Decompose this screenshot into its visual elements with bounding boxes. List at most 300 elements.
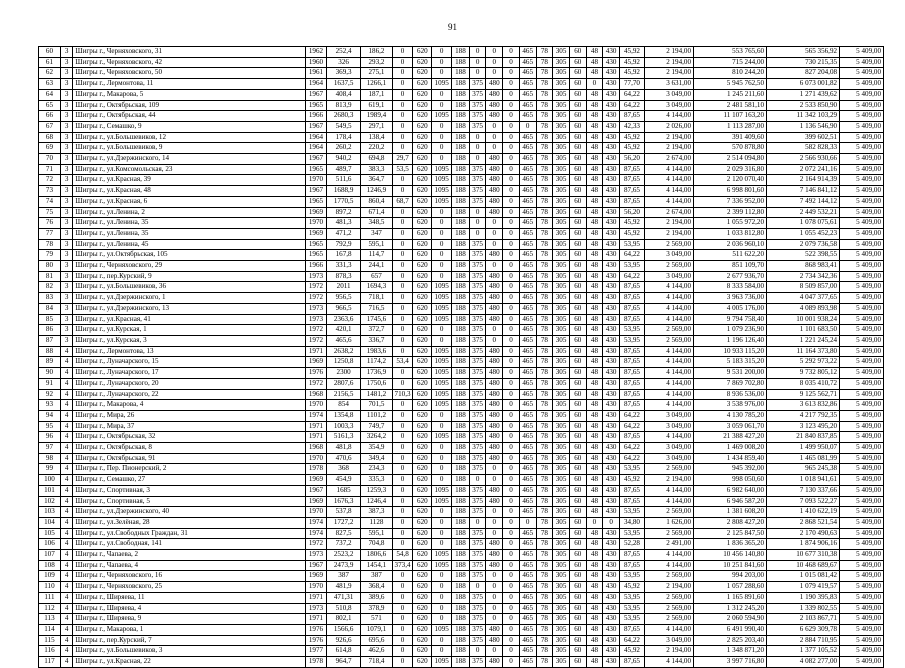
cell-unit-cost: 4 144,00 <box>645 303 694 314</box>
cell-total-area: 2300 <box>326 368 360 379</box>
cell-total-area: 481,8 <box>326 443 360 454</box>
cell-category: 3 <box>60 218 73 229</box>
cell-category: 3 <box>60 121 73 132</box>
cell-rate-l: 430 <box>603 132 620 143</box>
cell-row-number: 111 <box>39 592 61 603</box>
cell-rate-e: 0 <box>486 335 503 346</box>
cell-living-area: 354,9 <box>361 443 392 454</box>
cell-total-area: 481,9 <box>326 582 360 593</box>
cell-rate-j: 60 <box>569 389 586 400</box>
cell-rate-f: 0 <box>503 132 520 143</box>
cell-indexed-cost: 7 130 337,66 <box>767 485 840 496</box>
cell-rate-j: 60 <box>569 614 586 625</box>
cell-rate-a: 620 <box>413 560 432 571</box>
cell-indexed-cost: 8 035 410,72 <box>767 378 840 389</box>
cell-row-number: 69 <box>39 143 61 154</box>
cell-rate-d: 375 <box>469 368 486 379</box>
cell-rate-i: 305 <box>553 100 570 111</box>
cell-base-rate: 5 409,00 <box>840 603 884 614</box>
cell-nonresidential-area: 0 <box>392 207 413 218</box>
cell-total-cost: 11 107 163,20 <box>694 111 767 122</box>
cell-rate-e: 480 <box>486 282 503 293</box>
cell-rate-f: 0 <box>503 657 520 668</box>
cell-year: 1974 <box>306 528 327 539</box>
table-row <box>39 79 884 90</box>
cell-rate-e: 480 <box>486 560 503 571</box>
cell-rate-c: 188 <box>452 207 470 218</box>
cell-total-cost: 6 946 587,20 <box>694 496 767 507</box>
cell-rate-l: 430 <box>603 432 620 443</box>
cell-living-area: 1736,9 <box>361 368 392 379</box>
cell-rate-b: 0 <box>432 261 452 272</box>
cell-rate-f: 0 <box>503 624 520 635</box>
cell-rate-e: 0 <box>486 571 503 582</box>
cell-unit-cost: 2 569,00 <box>645 239 694 250</box>
cell-nonresidential-area: 0 <box>392 325 413 336</box>
cell-indexed-cost: 582 828,33 <box>767 143 840 154</box>
cell-indexed-cost: 10 468 689,67 <box>767 560 840 571</box>
cell-rate-d: 375 <box>469 432 486 443</box>
cell-category: 3 <box>60 250 73 261</box>
cell-total-area: 2156,5 <box>326 389 360 400</box>
cell-row-number: 93 <box>39 400 61 411</box>
cell-tariff: 87,65 <box>619 282 644 293</box>
cell-rate-l: 430 <box>603 175 620 186</box>
cell-indexed-cost: 11 342 103,29 <box>767 111 840 122</box>
cell-rate-g: 465 <box>519 111 536 122</box>
cell-unit-cost: 2 569,00 <box>645 592 694 603</box>
cell-unit-cost: 3 049,00 <box>645 250 694 261</box>
cell-rate-k: 48 <box>586 89 603 100</box>
cell-rate-e: 480 <box>486 453 503 464</box>
cell-rate-h: 78 <box>536 475 553 486</box>
cell-rate-k: 48 <box>586 421 603 432</box>
cell-nonresidential-area: 710,3 <box>392 389 413 400</box>
cell-indexed-cost: 399 602,51 <box>767 132 840 143</box>
cell-total-area: 537,8 <box>326 507 360 518</box>
cell-tariff: 64,22 <box>619 635 644 646</box>
cell-row-number: 70 <box>39 154 61 165</box>
cell-rate-d: 0 <box>469 207 486 218</box>
cell-address: Шигры г., Спортивная, 5 <box>73 496 306 507</box>
cell-rate-i: 305 <box>553 175 570 186</box>
cell-rate-l: 430 <box>603 582 620 593</box>
table-row <box>39 421 884 432</box>
cell-category: 3 <box>60 196 73 207</box>
cell-year: 1970 <box>306 582 327 593</box>
cell-unit-cost: 4 144,00 <box>645 400 694 411</box>
cell-rate-d: 375 <box>469 239 486 250</box>
cell-rate-l: 430 <box>603 121 620 132</box>
cell-row-number: 62 <box>39 68 61 79</box>
cell-rate-j: 60 <box>569 89 586 100</box>
cell-tariff: 87,65 <box>619 624 644 635</box>
cell-rate-i: 305 <box>553 271 570 282</box>
cell-rate-i: 305 <box>553 47 570 58</box>
cell-rate-i: 305 <box>553 303 570 314</box>
cell-rate-l: 430 <box>603 368 620 379</box>
table-row <box>39 443 884 454</box>
table-row <box>39 410 884 421</box>
cell-indexed-cost: 10 001 938,24 <box>767 314 840 325</box>
cell-rate-a: 620 <box>413 164 432 175</box>
cell-nonresidential-area: 0 <box>392 186 413 197</box>
cell-unit-cost: 2 194,00 <box>645 68 694 79</box>
cell-nonresidential-area: 0 <box>392 603 413 614</box>
cell-unit-cost: 3 049,00 <box>645 89 694 100</box>
cell-rate-g: 465 <box>519 175 536 186</box>
table-body <box>39 47 884 668</box>
cell-rate-d: 0 <box>469 47 486 58</box>
cell-total-area: 926,6 <box>326 635 360 646</box>
table-row <box>39 143 884 154</box>
cell-nonresidential-area: 0 <box>392 346 413 357</box>
cell-row-number: 114 <box>39 624 61 635</box>
cell-nonresidential-area: 0 <box>392 228 413 239</box>
cell-base-rate: 5 409,00 <box>840 303 884 314</box>
cell-rate-k: 48 <box>586 314 603 325</box>
cell-living-area: 347 <box>361 228 392 239</box>
cell-row-number: 98 <box>39 453 61 464</box>
cell-rate-j: 60 <box>569 517 586 528</box>
cell-rate-g: 465 <box>519 571 536 582</box>
cell-row-number: 101 <box>39 485 61 496</box>
table-row <box>39 325 884 336</box>
cell-living-area: 1128 <box>361 517 392 528</box>
cell-total-cost: 5 945 762,50 <box>694 79 767 90</box>
cell-rate-d: 375 <box>469 325 486 336</box>
cell-address: Шигры г., Октябрьская, 32 <box>73 432 306 443</box>
cell-nonresidential-area: 0 <box>392 57 413 68</box>
cell-unit-cost: 4 144,00 <box>645 657 694 668</box>
cell-rate-e: 480 <box>486 400 503 411</box>
cell-base-rate: 5 409,00 <box>840 293 884 304</box>
cell-rate-b: 1095 <box>432 357 452 368</box>
cell-rate-d: 375 <box>469 89 486 100</box>
cell-living-area: 1750,6 <box>361 378 392 389</box>
cell-base-rate: 5 409,00 <box>840 421 884 432</box>
table-row <box>39 164 884 175</box>
table-row <box>39 346 884 357</box>
cell-rate-c: 188 <box>452 196 470 207</box>
cell-total-cost: 810 244,20 <box>694 68 767 79</box>
cell-unit-cost: 4 144,00 <box>645 485 694 496</box>
cell-nonresidential-area: 0 <box>392 657 413 668</box>
cell-base-rate: 5 409,00 <box>840 389 884 400</box>
table-row <box>39 335 884 346</box>
cell-rate-a: 620 <box>413 154 432 165</box>
cell-rate-d: 375 <box>469 635 486 646</box>
cell-rate-g: 465 <box>519 335 536 346</box>
cell-rate-g: 465 <box>519 603 536 614</box>
cell-address: Шигры г., Черняховского, 50 <box>73 68 306 79</box>
cell-total-area: 481,3 <box>326 218 360 229</box>
cell-rate-f: 0 <box>503 582 520 593</box>
cell-address: Шигры г., ул.Красная, 39 <box>73 175 306 186</box>
cell-indexed-cost: 2 884 710,95 <box>767 635 840 646</box>
cell-rate-g: 0 <box>519 121 536 132</box>
cell-rate-l: 430 <box>603 657 620 668</box>
cell-rate-k: 48 <box>586 496 603 507</box>
cell-rate-e: 480 <box>486 657 503 668</box>
cell-rate-j: 60 <box>569 282 586 293</box>
cell-rate-h: 78 <box>536 111 553 122</box>
cell-year: 1970 <box>306 400 327 411</box>
cell-total-area: 737,2 <box>326 539 360 550</box>
cell-base-rate: 5 409,00 <box>840 560 884 571</box>
cell-rate-g: 465 <box>519 239 536 250</box>
cell-rate-b: 0 <box>432 410 452 421</box>
cell-rate-g: 465 <box>519 410 536 421</box>
cell-total-area: 1676,3 <box>326 496 360 507</box>
cell-rate-k: 48 <box>586 228 603 239</box>
cell-rate-e: 0 <box>486 47 503 58</box>
cell-rate-l: 430 <box>603 68 620 79</box>
cell-rate-c: 188 <box>452 646 470 657</box>
cell-rate-d: 375 <box>469 560 486 571</box>
cell-indexed-cost: 965 245,38 <box>767 464 840 475</box>
cell-unit-cost: 2 194,00 <box>645 57 694 68</box>
cell-rate-i: 305 <box>553 218 570 229</box>
cell-nonresidential-area: 0 <box>392 293 413 304</box>
cell-rate-g: 465 <box>519 378 536 389</box>
cell-rate-e: 480 <box>486 539 503 550</box>
cell-tariff: 64,22 <box>619 410 644 421</box>
cell-rate-i: 305 <box>553 121 570 132</box>
cell-base-rate: 5 409,00 <box>840 100 884 111</box>
cell-rate-g: 465 <box>519 143 536 154</box>
cell-rate-l: 430 <box>603 410 620 421</box>
cell-row-number: 76 <box>39 218 61 229</box>
cell-indexed-cost: 4 217 792,35 <box>767 410 840 421</box>
cell-rate-d: 375 <box>469 100 486 111</box>
cell-nonresidential-area: 53,5 <box>392 164 413 175</box>
cell-rate-i: 305 <box>553 250 570 261</box>
cell-tariff: 56,20 <box>619 154 644 165</box>
cell-rate-d: 375 <box>469 335 486 346</box>
cell-total-area: 1566,6 <box>326 624 360 635</box>
cell-tariff: 87,65 <box>619 368 644 379</box>
cell-nonresidential-area: 0 <box>392 261 413 272</box>
cell-rate-k: 48 <box>586 346 603 357</box>
cell-rate-f: 0 <box>503 507 520 518</box>
cell-rate-c: 188 <box>452 143 470 154</box>
cell-rate-j: 60 <box>569 560 586 571</box>
cell-rate-l: 430 <box>603 89 620 100</box>
cell-category: 4 <box>60 528 73 539</box>
cell-rate-b: 0 <box>432 68 452 79</box>
cell-address: Шигры г., Ширяева, 11 <box>73 592 306 603</box>
cell-rate-j: 60 <box>569 443 586 454</box>
cell-rate-c: 188 <box>452 239 470 250</box>
cell-rate-i: 305 <box>553 410 570 421</box>
cell-living-area: 860,4 <box>361 196 392 207</box>
cell-total-area: 1637,5 <box>326 79 360 90</box>
cell-total-cost: 21 388 427,20 <box>694 432 767 443</box>
cell-rate-f: 0 <box>503 432 520 443</box>
cell-row-number: 82 <box>39 282 61 293</box>
page-number: 91 <box>448 22 457 32</box>
cell-rate-f: 0 <box>503 207 520 218</box>
cell-rate-b: 1095 <box>432 389 452 400</box>
cell-row-number: 77 <box>39 228 61 239</box>
cell-rate-c: 188 <box>452 443 470 454</box>
table-row <box>39 111 884 122</box>
cell-rate-b: 0 <box>432 207 452 218</box>
cell-nonresidential-area: 53,4 <box>392 357 413 368</box>
cell-unit-cost: 2 194,00 <box>645 143 694 154</box>
cell-rate-d: 375 <box>469 250 486 261</box>
cell-total-cost: 3 538 976,00 <box>694 400 767 411</box>
cell-total-cost: 10 456 140,80 <box>694 550 767 561</box>
cell-rate-h: 78 <box>536 603 553 614</box>
cell-address: Шигры г., ул.Большевиков, 36 <box>73 282 306 293</box>
cell-rate-j: 60 <box>569 239 586 250</box>
cell-living-area: 3264,2 <box>361 432 392 443</box>
cell-address: Шигры г., Октябрьская, 91 <box>73 453 306 464</box>
cell-unit-cost: 4 144,00 <box>645 175 694 186</box>
cell-unit-cost: 3 049,00 <box>645 421 694 432</box>
cell-rate-i: 305 <box>553 186 570 197</box>
cell-rate-k: 48 <box>586 443 603 454</box>
cell-rate-j: 60 <box>569 325 586 336</box>
cell-total-cost: 2 125 847,50 <box>694 528 767 539</box>
cell-tariff: 45,92 <box>619 228 644 239</box>
cell-category: 4 <box>60 507 73 518</box>
cell-rate-c: 188 <box>452 325 470 336</box>
cell-row-number: 99 <box>39 464 61 475</box>
cell-year: 1969 <box>306 475 327 486</box>
cell-base-rate: 5 409,00 <box>840 175 884 186</box>
cell-total-area: 897,2 <box>326 207 360 218</box>
cell-rate-c: 188 <box>452 314 470 325</box>
cell-address: Шигры г., Луначарского, 22 <box>73 389 306 400</box>
cell-address: Шигры г., Чапаева, 4 <box>73 560 306 571</box>
cell-total-cost: 9 531 200,00 <box>694 368 767 379</box>
cell-rate-d: 375 <box>469 539 486 550</box>
cell-base-rate: 5 409,00 <box>840 325 884 336</box>
cell-rate-e: 480 <box>486 635 503 646</box>
cell-nonresidential-area: 0 <box>392 624 413 635</box>
cell-unit-cost: 4 144,00 <box>645 378 694 389</box>
table-row <box>39 261 884 272</box>
cell-rate-a: 620 <box>413 121 432 132</box>
cell-total-cost: 3 997 716,80 <box>694 657 767 668</box>
cell-rate-a: 620 <box>413 293 432 304</box>
cell-living-area: 1694,3 <box>361 282 392 293</box>
cell-row-number: 83 <box>39 293 61 304</box>
cell-rate-k: 48 <box>586 432 603 443</box>
cell-total-cost: 7 336 952,00 <box>694 196 767 207</box>
cell-tariff: 45,92 <box>619 132 644 143</box>
cell-category: 4 <box>60 443 73 454</box>
cell-address: Шигры г., пер.Курский, 7 <box>73 635 306 646</box>
cell-unit-cost: 2 194,00 <box>645 582 694 593</box>
cell-tariff: 53,95 <box>619 592 644 603</box>
cell-year: 1970 <box>306 175 327 186</box>
cell-rate-l: 430 <box>603 303 620 314</box>
cell-rate-e: 0 <box>486 528 503 539</box>
cell-living-area: 595,1 <box>361 528 392 539</box>
cell-category: 3 <box>60 111 73 122</box>
cell-rate-a: 620 <box>413 250 432 261</box>
cell-rate-a: 620 <box>413 282 432 293</box>
cell-base-rate: 5 409,00 <box>840 154 884 165</box>
cell-rate-h: 78 <box>536 443 553 454</box>
cell-rate-c: 188 <box>452 464 470 475</box>
cell-address: Шигры г., Спортивная, 3 <box>73 485 306 496</box>
cell-nonresidential-area: 0 <box>392 218 413 229</box>
cell-indexed-cost: 4 089 893,98 <box>767 303 840 314</box>
cell-rate-f: 0 <box>503 239 520 250</box>
cell-rate-e: 0 <box>486 261 503 272</box>
cell-total-cost: 570 878,80 <box>694 143 767 154</box>
cell-address: Шигры г., ул.Дзержинского, 40 <box>73 507 306 518</box>
cell-rate-l: 430 <box>603 475 620 486</box>
cell-address: Шигры г., ул.Ленина, 2 <box>73 207 306 218</box>
cell-rate-d: 375 <box>469 410 486 421</box>
cell-year: 1976 <box>306 635 327 646</box>
cell-total-cost: 6 998 801,60 <box>694 186 767 197</box>
cell-rate-l: 430 <box>603 186 620 197</box>
cell-rate-h: 78 <box>536 293 553 304</box>
cell-rate-j: 60 <box>569 400 586 411</box>
table-row <box>39 400 884 411</box>
cell-row-number: 80 <box>39 261 61 272</box>
cell-total-area: 368 <box>326 464 360 475</box>
cell-rate-k: 48 <box>586 464 603 475</box>
cell-address: Шигры г., ул.Большевиков, 12 <box>73 132 306 143</box>
cell-nonresidential-area: 0 <box>392 100 413 111</box>
cell-rate-a: 620 <box>413 635 432 646</box>
cell-address: Шигры г., Чапаева, 2 <box>73 550 306 561</box>
cell-rate-i: 305 <box>553 68 570 79</box>
cell-rate-g: 465 <box>519 582 536 593</box>
cell-tariff: 45,92 <box>619 218 644 229</box>
cell-base-rate: 5 409,00 <box>840 453 884 464</box>
cell-indexed-cost: 1 465 081,99 <box>767 453 840 464</box>
cell-rate-f: 0 <box>503 57 520 68</box>
cell-rate-g: 465 <box>519 475 536 486</box>
cell-total-area: 614,8 <box>326 646 360 657</box>
cell-unit-cost: 2 569,00 <box>645 571 694 582</box>
cell-total-area: 260,2 <box>326 143 360 154</box>
cell-rate-i: 305 <box>553 57 570 68</box>
cell-tariff: 87,65 <box>619 186 644 197</box>
cell-rate-d: 375 <box>469 400 486 411</box>
cell-category: 3 <box>60 100 73 111</box>
cell-category: 3 <box>60 282 73 293</box>
cell-indexed-cost: 4 047 377,65 <box>767 293 840 304</box>
cell-living-area: 571 <box>361 614 392 625</box>
cell-rate-d: 375 <box>469 378 486 389</box>
cell-nonresidential-area: 68,7 <box>392 196 413 207</box>
cell-rate-d: 0 <box>469 143 486 154</box>
cell-year: 1977 <box>306 646 327 657</box>
cell-rate-l: 430 <box>603 592 620 603</box>
cell-rate-g: 465 <box>519 357 536 368</box>
cell-address: Шигры г., Семашко, 9 <box>73 121 306 132</box>
cell-indexed-cost: 1 339 802,55 <box>767 603 840 614</box>
cell-total-cost: 994 203,00 <box>694 571 767 582</box>
cell-unit-cost: 2 569,00 <box>645 261 694 272</box>
cell-rate-b: 0 <box>432 592 452 603</box>
cell-tariff: 53,95 <box>619 528 644 539</box>
cell-rate-k: 48 <box>586 410 603 421</box>
cell-rate-k: 48 <box>586 507 603 518</box>
cell-living-area: 1806,6 <box>361 550 392 561</box>
cell-rate-h: 78 <box>536 357 553 368</box>
